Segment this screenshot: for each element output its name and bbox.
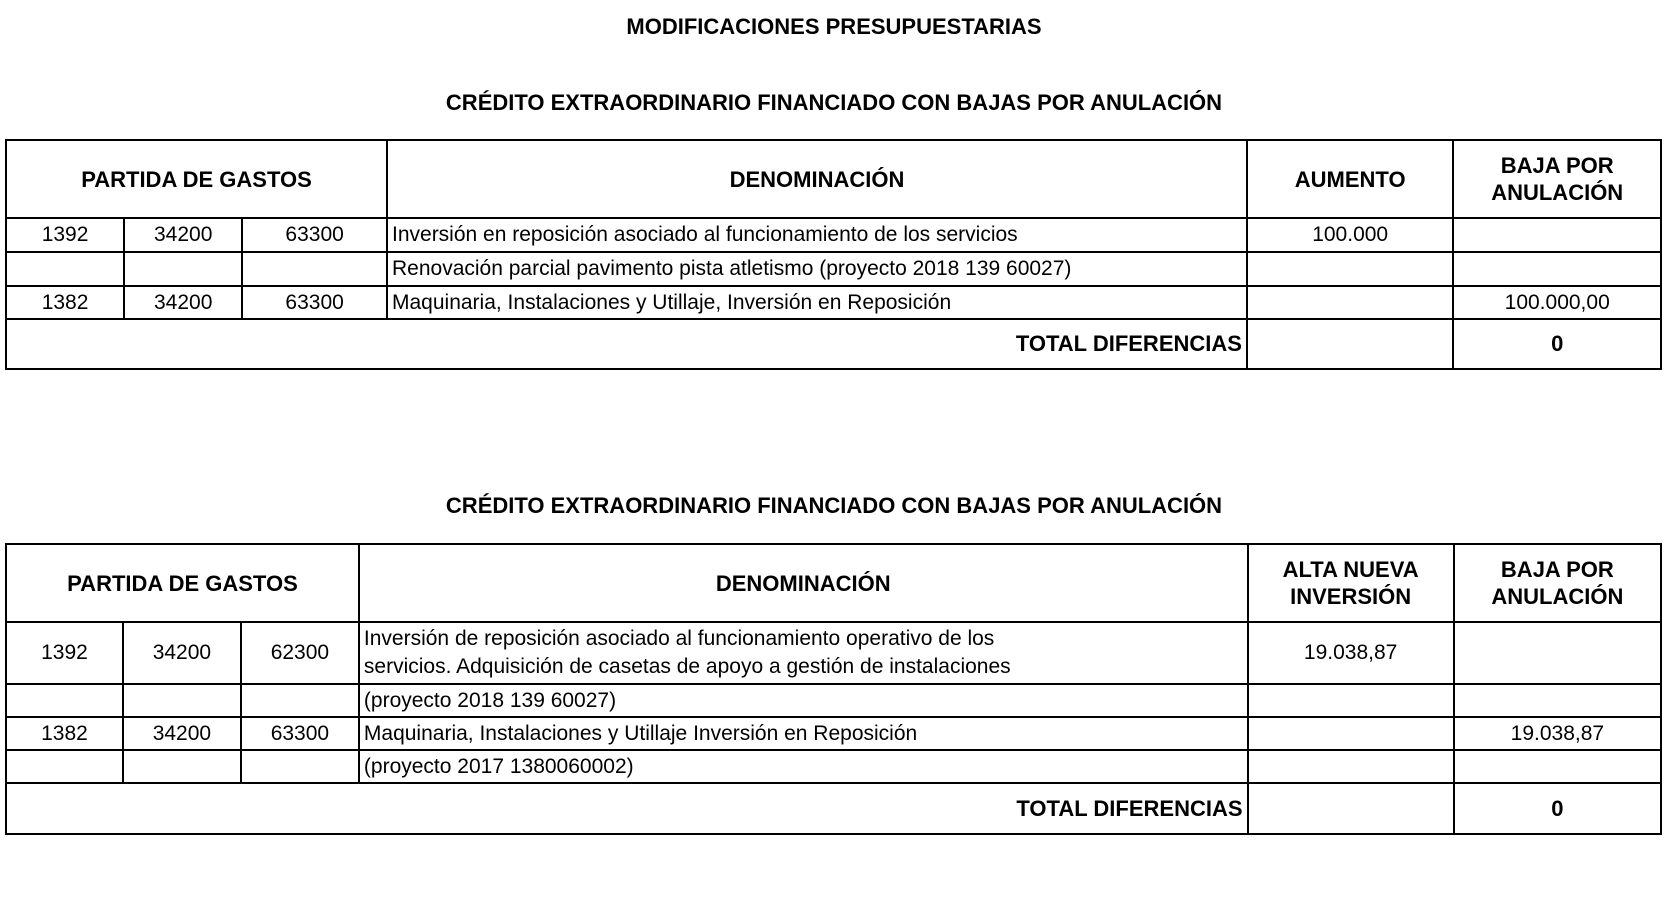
total-label: TOTAL DIFERENCIAS	[6, 783, 1248, 834]
cell-denominacion: (proyecto 2018 139 60027)	[359, 684, 1248, 717]
cell-baja	[1454, 750, 1661, 783]
cell-programa	[124, 252, 242, 286]
table-row	[6, 286, 1661, 319]
table-row	[6, 717, 1661, 750]
cell-baja	[1453, 218, 1661, 252]
cell-aumento	[1247, 252, 1453, 286]
cell-alta: 19.038,87	[1248, 622, 1454, 684]
table1-header-aumento: AUMENTO	[1247, 140, 1453, 218]
table2	[5, 543, 1662, 835]
denominacion-line: Inversión de reposición asociado al funcionamiento operativo de los	[363, 627, 995, 650]
cell-programa	[123, 750, 241, 783]
cell-economico: 62300	[241, 622, 359, 684]
cell-aumento	[1247, 286, 1453, 319]
cell-economico: 63300	[242, 218, 387, 252]
total-alta	[1248, 783, 1454, 834]
table-row	[6, 684, 1661, 717]
cell-aumento: 100.000	[1247, 218, 1453, 252]
cell-economico: 63300	[241, 717, 359, 750]
cell-economico	[241, 684, 359, 717]
cell-baja: 100.000,00	[1453, 286, 1661, 319]
cell-alta	[1248, 684, 1454, 717]
total-baja: 0	[1454, 783, 1661, 834]
total-label: TOTAL DIFERENCIAS	[6, 319, 1247, 369]
cell-baja	[1454, 622, 1661, 684]
cell-alta	[1248, 717, 1454, 750]
cell-denominacion: Maquinaria, Instalaciones y Utillaje, Inversión en Reposición	[387, 286, 1247, 319]
cell-programa: 34200	[124, 286, 242, 319]
cell-economico	[242, 252, 387, 286]
page-title: MODIFICACIONES PRESUPUESTARIAS	[626, 14, 1042, 39]
table1	[5, 139, 1662, 370]
cell-organico: 1382	[6, 717, 123, 750]
cell-denominacion	[359, 622, 1248, 684]
cell-organico	[6, 252, 124, 286]
table1-header-partida: PARTIDA DE GASTOS	[6, 140, 387, 218]
cell-organico: 1392	[6, 218, 124, 252]
total-aumento	[1247, 319, 1453, 369]
total-baja: 0	[1453, 319, 1661, 369]
cell-organico: 1392	[6, 622, 123, 684]
table1-total-row	[6, 319, 1661, 369]
cell-economico: 63300	[242, 286, 387, 319]
table2-header-row	[6, 544, 1661, 622]
cell-baja	[1454, 684, 1661, 717]
cell-programa	[123, 684, 241, 717]
table-row	[6, 252, 1661, 286]
cell-baja: 19.038,87	[1454, 717, 1661, 750]
table2-header-alta: ALTA NUEVA INVERSIÓN	[1248, 544, 1454, 622]
cell-denominacion: Inversión en reposición asociado al funcionamiento de los servicios	[387, 218, 1247, 252]
table2-subtitle: CRÉDITO EXTRAORDINARIO FINANCIADO CON BAJAS POR ANULACIÓN	[445, 493, 1223, 518]
table-row	[6, 218, 1661, 252]
cell-denominacion: Maquinaria, Instalaciones y Utillaje Inversión en Reposición	[359, 717, 1248, 750]
cell-organico: 1382	[6, 286, 124, 319]
table2-total-row	[6, 783, 1661, 834]
table1-header-baja: BAJA POR ANULACIÓN	[1453, 140, 1661, 218]
cell-organico	[6, 750, 123, 783]
cell-programa: 34200	[123, 622, 241, 684]
table1-header-denominacion: DENOMINACIÓN	[387, 140, 1247, 218]
cell-denominacion: Renovación parcial pavimento pista atletismo (proyecto 2018 139 60027)	[387, 252, 1247, 286]
table1-subtitle: CRÉDITO EXTRAORDINARIO FINANCIADO CON BAJAS POR ANULACIÓN	[445, 90, 1223, 115]
denominacion-line: servicios. Adquisición de casetas de apoyo a gestión de instalaciones	[363, 655, 1011, 678]
table-row	[6, 622, 1661, 684]
table2-header-partida: PARTIDA DE GASTOS	[6, 544, 359, 622]
cell-economico	[241, 750, 359, 783]
cell-baja	[1453, 252, 1661, 286]
table2-header-baja: BAJA POR ANULACIÓN	[1454, 544, 1661, 622]
cell-organico	[6, 684, 123, 717]
cell-alta	[1248, 750, 1454, 783]
cell-denominacion: (proyecto 2017 1380060002)	[359, 750, 1248, 783]
cell-programa: 34200	[124, 218, 242, 252]
cell-programa: 34200	[123, 717, 241, 750]
table1-header-row	[6, 140, 1661, 218]
table2-header-denominacion: DENOMINACIÓN	[359, 544, 1248, 622]
table-row	[6, 750, 1661, 783]
